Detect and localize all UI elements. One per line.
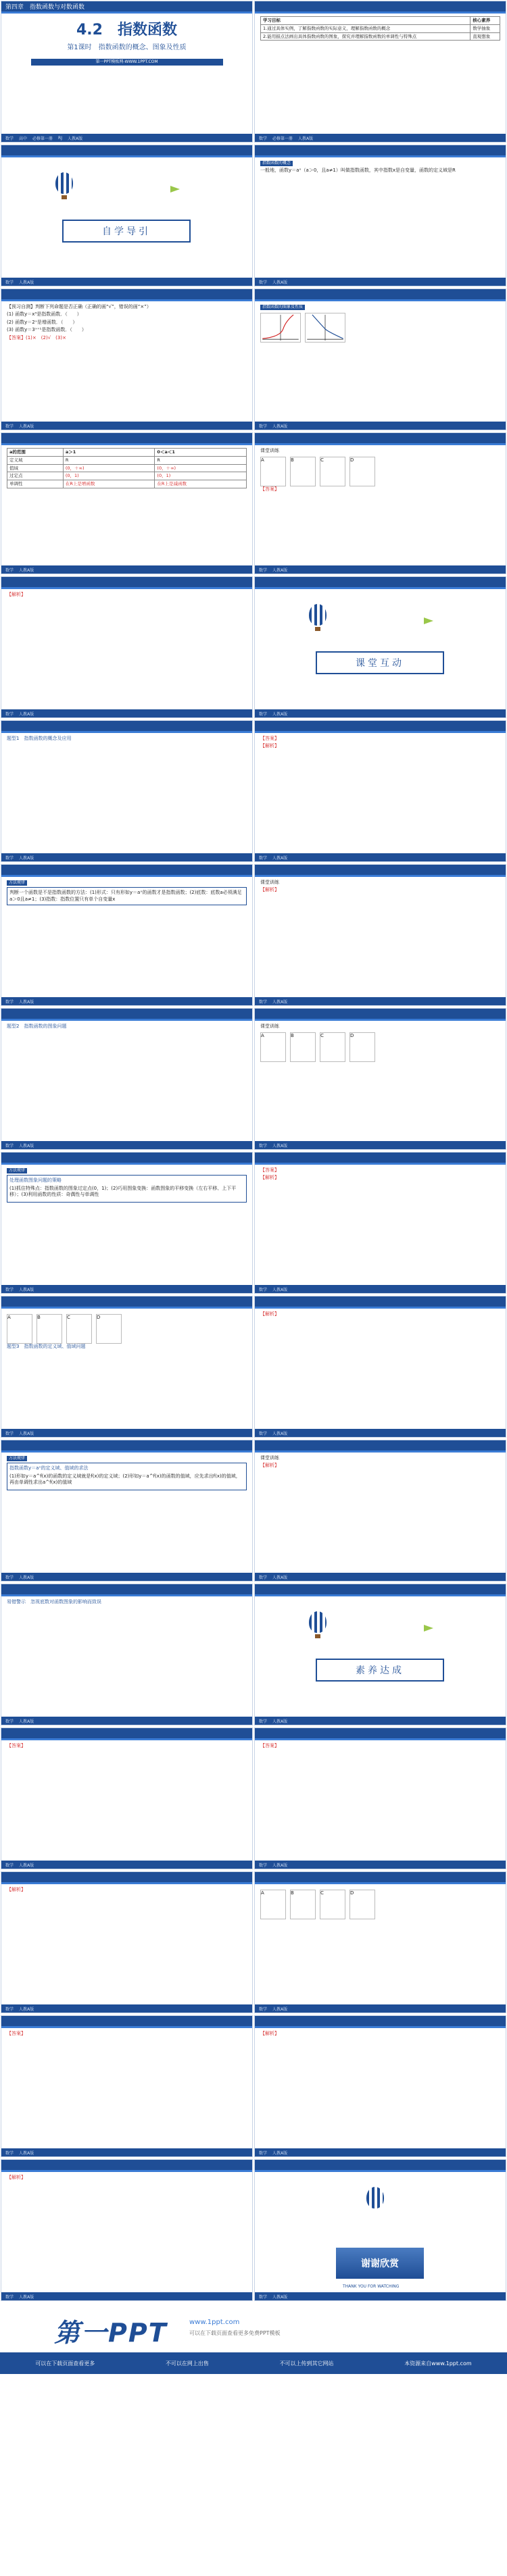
solution-label: 【解析】 xyxy=(260,1463,279,1469)
slide-footer: 数学 人教A版 xyxy=(255,2004,506,2013)
slide-header xyxy=(255,1440,506,1453)
slide-footer: 数学 人教A版 xyxy=(255,1573,506,1581)
method-tag: 方法规律 xyxy=(7,880,27,886)
literacy-q3-content xyxy=(7,1887,247,2003)
method-box xyxy=(7,1175,247,1202)
example-1-content xyxy=(7,736,247,852)
exercise-2-content xyxy=(260,1024,500,1140)
slide-literacy-q1 xyxy=(1,1727,253,1869)
slide-footer: 数学 人教A版 xyxy=(1,1141,252,1149)
graph-decreasing xyxy=(305,313,345,343)
slide-exercise-1 xyxy=(254,864,506,1006)
slide-example-1-answer xyxy=(254,720,506,862)
graph-options-content xyxy=(7,1311,247,1428)
slide-header xyxy=(1,865,252,877)
brand-bottom-bar xyxy=(0,2352,507,2374)
slide-header xyxy=(1,1584,252,1596)
slide-footer: 数学 人教A版 xyxy=(1,1861,252,1869)
misconception-content xyxy=(7,1599,247,1715)
paper-plane-icon xyxy=(424,617,433,624)
slide-header xyxy=(1,721,252,733)
option-graphs xyxy=(260,1032,500,1062)
slide-footer: 数学 人教A版 xyxy=(255,422,506,430)
slide-footer: 数学 人教A版 xyxy=(1,1429,252,1437)
brand-logo: 第一PPT xyxy=(54,2318,168,2348)
slide-footer: 数学 人教A版 xyxy=(1,853,252,861)
answer-label: 【答案】 xyxy=(260,1167,279,1173)
slide-header xyxy=(255,1728,506,1740)
slide-header xyxy=(1,289,252,301)
slide-method-2 xyxy=(1,1152,253,1294)
slide-footer: 数学 人教A版 xyxy=(255,2292,506,2300)
slide-header xyxy=(255,1584,506,1596)
balloon-icon xyxy=(366,2187,384,2208)
balloon-icon xyxy=(309,1611,327,1633)
option-graph[interactable]: D xyxy=(349,1032,375,1062)
slide-literacy-q6 xyxy=(254,2015,506,2157)
method-subheading: 指数函数y＝aˣ的定义域、值域的求法 xyxy=(9,1465,89,1471)
props-content xyxy=(7,448,247,564)
slide-props-table xyxy=(1,432,253,574)
method-3-content xyxy=(7,1455,247,1571)
method-1-content xyxy=(7,880,247,996)
graph-row xyxy=(260,313,500,343)
chapter-label: 第四章 指数函数与对数函数 xyxy=(5,4,85,11)
slide-interaction xyxy=(254,576,506,718)
option-graph[interactable]: A xyxy=(260,457,286,486)
option-graph[interactable]: B xyxy=(290,457,316,486)
example-1-answer-content xyxy=(260,736,500,852)
exercise-heading: 课堂训练 xyxy=(260,1455,279,1461)
option-graph[interactable]: A xyxy=(260,1890,286,1919)
goals-table: 学习目标 核心素养 1.通过具体实例，了解指数函数的实际意义，理解指数函数的概念 数学抽象 2.能用描点法画出具体指数函数的图象，探究并理解指数函数的单调性与特殊点 直观想象 xyxy=(260,16,500,41)
slide-header xyxy=(255,2160,506,2172)
check-item: (1) 函数y＝x³是指数函数．（ ） xyxy=(7,311,82,318)
answer-label: 【答案】 xyxy=(7,2031,26,2036)
solution-label: 【解析】 xyxy=(7,1887,26,1892)
slide-footer: 数学 人教A版 xyxy=(1,2004,252,2013)
misconception-heading: 易错警示 忽视底数对函数图象的影响而致误 xyxy=(7,1599,101,1605)
slide-header xyxy=(1,1728,252,1740)
goals-content xyxy=(260,16,500,132)
option-graph[interactable]: C xyxy=(320,1890,345,1919)
slide-concept xyxy=(254,145,506,286)
option-graph[interactable]: A xyxy=(7,1314,32,1344)
example-label: 题型1 指数函数的概念及应用 xyxy=(7,736,72,741)
example-label: 题型2 指数函数的图象问题 xyxy=(7,1024,67,1029)
check-item: (2) 函数y＝2ˣ是增函数．（ ） xyxy=(7,319,78,325)
graph-content xyxy=(260,304,500,420)
slide-self-study xyxy=(1,145,253,286)
slide-footer: 数学 人教A版 xyxy=(255,278,506,286)
check-answer: 【答案】(1)× (2)√ (3)× xyxy=(7,334,66,340)
solution-label: 【解析】 xyxy=(260,2031,279,2036)
slide-header xyxy=(1,1009,252,1021)
slide-header xyxy=(255,865,506,877)
slide-graph-options xyxy=(1,1296,253,1438)
slide-header xyxy=(255,1296,506,1309)
solution-label: 【解析】 xyxy=(260,1311,279,1317)
bottom-link[interactable]: 可以在下载页面查看更多 xyxy=(35,2360,95,2367)
slide-literacy-q4 xyxy=(254,1871,506,2013)
section-literacy: 素养达成 xyxy=(316,1659,444,1682)
solution-content xyxy=(7,592,247,708)
answer-label: 【答案】 xyxy=(260,736,279,741)
thanks-subtitle: THANK YOU FOR WATCHING xyxy=(343,2284,400,2289)
method-text: (1)形如y＝a^f(x)的函数的定义域就是f(x)的定义域；(2)形如y＝a^f(x)的函数的值域，应先求出f(x)的值域，再由单调性求出a^f(x)的值域 xyxy=(9,1473,241,1486)
basket-icon xyxy=(315,627,320,631)
option-graph[interactable]: B xyxy=(37,1314,62,1344)
slide-method-1 xyxy=(1,864,253,1006)
slide-answer-2 xyxy=(254,1152,506,1294)
slide-footer: 数学 人教A版 xyxy=(1,1285,252,1293)
thanks-books: 谢谢欣赏 xyxy=(336,2248,424,2279)
slide-header xyxy=(1,145,252,157)
basket-icon xyxy=(62,195,67,199)
slide-footer: 数学 人教A版 xyxy=(255,1861,506,1869)
slide-exercise-3 xyxy=(254,1440,506,1582)
slide-header xyxy=(1,1296,252,1309)
lesson-subtitle: 第1课时 指数函数的概念、图象及性质 xyxy=(67,43,187,51)
graph-increasing xyxy=(260,313,301,343)
brand-block xyxy=(0,2305,507,2456)
answer-2-content xyxy=(260,1167,500,1284)
balloon-icon xyxy=(309,604,327,626)
literacy-q1-content xyxy=(7,1743,247,1859)
section-interaction: 课堂互动 xyxy=(316,651,444,674)
basket-icon xyxy=(315,1634,320,1638)
option-graphs xyxy=(7,1314,247,1344)
slide-header xyxy=(1,1872,252,1884)
method-box xyxy=(7,1463,247,1490)
slide-footer: 数学 人教A版 xyxy=(255,853,506,861)
option-graph[interactable]: D xyxy=(349,457,375,486)
bottom-link[interactable]: 不可以在网上出售 xyxy=(165,2360,209,2367)
literacy-q4-content xyxy=(260,1887,500,2003)
option-graph[interactable]: C xyxy=(66,1314,92,1344)
slide-header xyxy=(1,2016,252,2028)
option-graph[interactable]: B xyxy=(290,1032,316,1062)
solution-label: 【解析】 xyxy=(7,2175,26,2180)
method-tag: 方法规律 xyxy=(7,1456,27,1461)
title-content xyxy=(7,16,247,132)
slide-footer: 数学 人教A版 xyxy=(255,1717,506,1725)
slide-header xyxy=(255,577,506,589)
slide-literacy-q7 xyxy=(1,2159,253,2301)
slide-header xyxy=(255,1153,506,1165)
option-graph[interactable]: D xyxy=(349,1890,375,1919)
bottom-link[interactable]: 本资源来自www.1ppt.com xyxy=(404,2360,472,2367)
solution-label: 【解析】 xyxy=(260,887,279,893)
slide-header xyxy=(1,433,252,445)
check-heading: 【预习自测】判断下列命题是否正确（正确的画“√”，错误的画“×”） xyxy=(7,304,151,309)
slide-footer: 数学 人教A版 xyxy=(1,422,252,430)
concept-content xyxy=(260,160,500,276)
slide-header xyxy=(255,2016,506,2028)
slide-title xyxy=(1,1,253,143)
example-label: 题型3 指数函数的定义域、值域问题 xyxy=(7,1344,86,1349)
method-subheading: 处理函数图象问题的策略 xyxy=(9,1178,62,1184)
slide-footer: 数学 人教A版 xyxy=(1,709,252,717)
slide-header xyxy=(255,145,506,157)
method-2-content xyxy=(7,1167,247,1284)
slide-example-1 xyxy=(1,720,253,862)
thanks-block xyxy=(336,2234,431,2281)
concept-text: 一般地，函数y＝aˣ（a＞0，且a≠1）叫做指数函数，其中指数x是自变量，函数的定义域是R xyxy=(260,168,456,174)
bottom-link[interactable]: 不可以上传到其它网站 xyxy=(279,2360,334,2367)
check-content xyxy=(7,304,247,420)
slide-footer: 数学 人教A版 xyxy=(1,2292,252,2300)
slide-footer: 数学 人教A版 xyxy=(255,997,506,1005)
paper-plane-icon xyxy=(170,186,180,193)
answer-label: 【答案】 xyxy=(260,486,279,493)
solution-label: 【解析】 xyxy=(7,592,26,597)
literacy-q2-content xyxy=(260,1743,500,1859)
slide-footer: 数学 人教A版 xyxy=(1,278,252,286)
slide-header xyxy=(1,1153,252,1165)
exercise-1-content xyxy=(260,880,500,996)
slide-thanks xyxy=(254,2159,506,2301)
slide-footer: 数学 人教A版 xyxy=(255,565,506,574)
template-banner: 第一PPT模板网-WWW.1PPT.COM xyxy=(31,59,223,66)
slide-footer: 数学 人教A版 xyxy=(255,2148,506,2156)
slide-method-3 xyxy=(1,1440,253,1582)
graph-tag: 指数函数的图象及性质 xyxy=(260,305,305,310)
paper-plane-icon xyxy=(424,1625,433,1632)
slide-footer: 数学 人教A版 xyxy=(255,1141,506,1149)
option-graph[interactable]: A xyxy=(260,1032,286,1062)
slide-footer: 数学 人教A版 xyxy=(1,565,252,574)
props-table: a的范围 a＞1 0＜a＜1 定义域 R R 值域 (0，＋∞) (0，＋∞) 过定点 (0，1) (0，1) 单调性 在R上是增函数 在R上是减函数 xyxy=(7,448,247,488)
slide-exercise-graphs xyxy=(254,432,506,574)
check-item: (3) 函数y＝3ˣ⁺¹是指数函数．（ ） xyxy=(7,327,87,333)
slide-literacy xyxy=(254,1584,506,1725)
answer-label: 【答案】 xyxy=(260,1743,279,1748)
lesson-title: 4.2 指数函数 xyxy=(76,22,177,39)
option-graphs xyxy=(260,457,500,486)
slide-header xyxy=(255,1009,506,1021)
slide-footer: 数学 人教A版 xyxy=(1,997,252,1005)
method-box: 判断一个函数是不是指数函数的方法：(1)形式：只有形如y＝aˣ的函数才是指数函数；(2)底数：底数a必须满足a＞0且a≠1；(3)指数：指数位置只有单个自变量x xyxy=(7,887,247,905)
slide-example-2 xyxy=(1,1008,253,1150)
slide-header xyxy=(255,721,506,733)
brand-tagline: 可以在下载页面查看更多免费PPT模板 xyxy=(189,2330,281,2336)
exercise-3-content xyxy=(260,1455,500,1571)
slide-footer: 数学 人教A版 xyxy=(1,2148,252,2156)
slide-goals xyxy=(254,1,506,143)
slide-header xyxy=(255,433,506,445)
option-graphs xyxy=(260,1890,500,1919)
concept-tag: 指数函数的概念 xyxy=(260,161,293,166)
slide-header xyxy=(255,1872,506,1884)
slide-header xyxy=(1,1,252,14)
exercise-heading: 课堂训练 xyxy=(260,448,279,453)
slide-header xyxy=(1,1440,252,1453)
option-graph[interactable]: B xyxy=(290,1890,316,1919)
slide-header xyxy=(1,577,252,589)
option-graph[interactable]: C xyxy=(320,457,345,486)
slide-solution xyxy=(1,576,253,718)
slide-footer: 数学 人教A版 xyxy=(255,709,506,717)
slide-header xyxy=(255,289,506,301)
slide-exercise-2 xyxy=(254,1008,506,1150)
exercise-graphs-content xyxy=(260,448,500,564)
slide-literacy-q3 xyxy=(1,1871,253,2013)
method-tag: 方法规律 xyxy=(7,1168,27,1173)
slide-header xyxy=(255,1,506,14)
literacy-q6-content xyxy=(260,2031,500,2147)
slide-domain-solution xyxy=(254,1296,506,1438)
literacy-q7-content xyxy=(7,2175,247,2291)
slide-header xyxy=(1,2160,252,2172)
slide-check xyxy=(1,288,253,430)
section-self-study: 自学导引 xyxy=(62,220,191,243)
exercise-heading: 课堂训练 xyxy=(260,880,279,885)
brand-url[interactable]: www.1ppt.com xyxy=(189,2319,240,2326)
slide-literacy-q2 xyxy=(254,1727,506,1869)
method-text: (1)抓住特殊点：指数函数的图象过定点(0，1)；(2)巧用图象变换：函数图象的平移变换（左右平移、上下平移）；(3)利用函数的性质：奇偶性与单调性 xyxy=(9,1185,237,1198)
literacy-q5-content xyxy=(7,2031,247,2147)
slide-graph-props xyxy=(254,288,506,430)
slide-literacy-q5 xyxy=(1,2015,253,2157)
example-2-content xyxy=(7,1024,247,1140)
slide-footer: 数学 人教A版 xyxy=(255,1285,506,1293)
slide-footer: 数学 人教A版 xyxy=(1,1573,252,1581)
solution-label: 【解析】 xyxy=(260,1175,279,1181)
balloon-icon xyxy=(55,172,73,194)
solution-label: 【解析】 xyxy=(260,743,279,749)
exercise-heading: 课堂训练 xyxy=(260,1024,279,1029)
domain-solution-content xyxy=(260,1311,500,1428)
option-graph[interactable]: C xyxy=(320,1032,345,1062)
slide-footer: 数学 高中 必修第一册 RJ 人教A版 xyxy=(1,134,252,142)
slide-footer: 数学 必修第一册 人教A版 xyxy=(255,134,506,142)
slide-misconception xyxy=(1,1584,253,1725)
answer-label: 【答案】 xyxy=(7,1743,26,1748)
slide-footer: 数学 人教A版 xyxy=(255,1429,506,1437)
slide-footer: 数学 人教A版 xyxy=(1,1717,252,1725)
option-graph[interactable]: D xyxy=(96,1314,122,1344)
